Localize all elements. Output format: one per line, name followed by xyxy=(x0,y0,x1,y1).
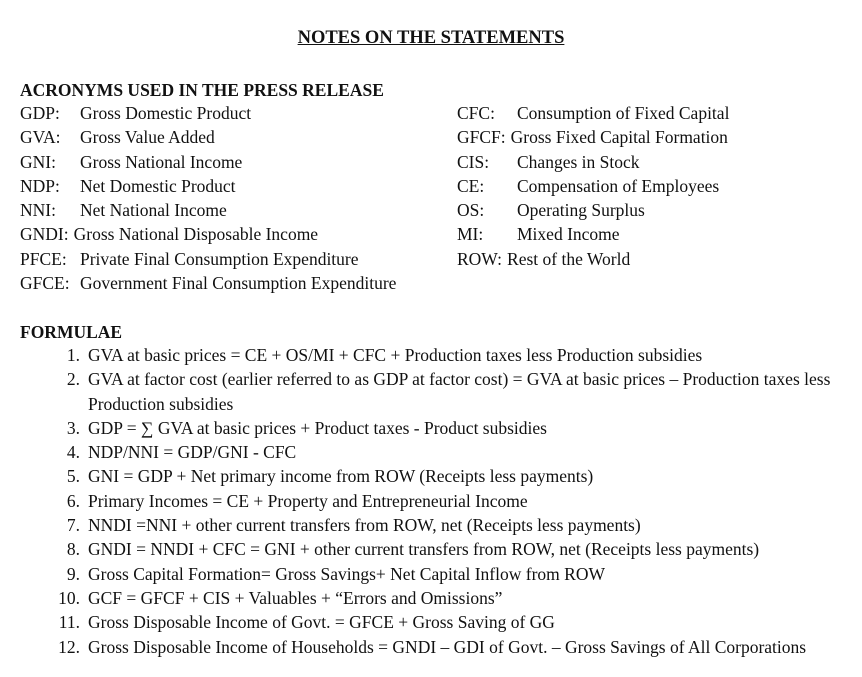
acronym-row xyxy=(457,222,857,246)
acronym-abbr: NNI: xyxy=(20,200,56,221)
formula-item xyxy=(20,537,855,561)
formulae-list xyxy=(20,343,855,659)
acronym-row xyxy=(20,174,450,198)
formula-number: 5. xyxy=(66,466,80,487)
formula-text: GCF = GFCF + CIS + Valuables + “Errors and Omissions” xyxy=(88,587,503,608)
acronym-row xyxy=(20,271,450,295)
formula-number: 9. xyxy=(66,563,80,584)
acronym-abbr: CE: xyxy=(457,175,485,196)
acronym-row xyxy=(20,101,450,125)
formula-number: 3. xyxy=(66,417,80,438)
acronym-definition: Net Domestic Product xyxy=(80,175,236,196)
acronym-row xyxy=(457,198,857,222)
acronym-row xyxy=(20,150,450,174)
formula-text: NDP/NNI = GDP/GNI - CFC xyxy=(88,442,297,463)
formula-number: 1. xyxy=(66,345,80,365)
acronym-row xyxy=(457,150,857,174)
acronym-abbr: MI: xyxy=(457,224,484,245)
acronym-definition: Operating Surplus xyxy=(517,200,645,221)
formula-item xyxy=(20,416,855,440)
acronym-definition: Private Final Consumption Expenditure xyxy=(80,248,359,269)
acronym-abbr: GFCE: xyxy=(20,273,70,294)
acronym-row xyxy=(457,247,857,271)
page-title: NOTES ON THE STATEMENTS xyxy=(297,28,565,48)
formula-number: 6. xyxy=(66,490,80,511)
acronym-abbr: GNI: xyxy=(20,151,56,172)
formula-item xyxy=(20,562,855,586)
formula-number: 7. xyxy=(66,515,80,536)
acronym-definition: Gross Domestic Product xyxy=(80,103,252,123)
formulae-heading: FORMULAE xyxy=(20,322,123,342)
formula-item xyxy=(20,464,855,488)
formula-item xyxy=(20,440,855,464)
formula-number: 4. xyxy=(66,442,80,463)
acronym-definition: Gross National Disposable Income xyxy=(73,224,319,245)
acronym-row xyxy=(20,125,450,149)
formula-text: Gross Capital Formation= Gross Savings+ Net Capital Inflow from ROW xyxy=(88,563,605,584)
acronym-definition: Gross Fixed Capital Formation xyxy=(510,127,728,148)
formula-item xyxy=(20,586,855,610)
acronym-abbr: CIS: xyxy=(457,151,490,172)
formula-number: 8. xyxy=(66,539,80,560)
acronym-abbr: CFC: xyxy=(457,103,495,123)
formula-text: GDP = ∑ GVA at basic prices + Product taxes - Product subsidies xyxy=(88,417,547,438)
acronym-abbr: GVA: xyxy=(20,127,61,148)
formula-text: Primary Incomes = CE + Property and Entrepreneurial Income xyxy=(88,490,528,511)
formula-number: 12. xyxy=(58,636,80,657)
acronym-row xyxy=(20,222,450,246)
formula-number: 11. xyxy=(58,612,80,633)
acronym-definition: Consumption of Fixed Capital xyxy=(517,103,730,123)
acronyms-left-column xyxy=(20,101,450,295)
acronym-abbr: PFCE: xyxy=(20,248,67,269)
acronym-definition: Gross National Income xyxy=(80,151,243,172)
formula-text: GNI = GDP + Net primary income from ROW (Receipts less payments) xyxy=(88,466,594,487)
acronym-row xyxy=(457,101,857,125)
formula-item xyxy=(20,635,855,659)
acronym-row xyxy=(20,198,450,222)
acronym-row xyxy=(457,125,857,149)
formula-number: 2. xyxy=(66,369,80,390)
acronym-abbr: GDP: xyxy=(20,103,60,123)
formula-item xyxy=(20,489,855,513)
formula-item xyxy=(20,610,855,634)
acronym-row xyxy=(20,247,450,271)
acronym-abbr: OS: xyxy=(457,200,485,221)
acronym-row xyxy=(457,174,857,198)
formula-item xyxy=(20,343,855,367)
acronym-definition: Compensation of Employees xyxy=(517,175,720,196)
acronym-abbr: NDP: xyxy=(20,175,60,196)
acronym-abbr: GFCF: xyxy=(457,127,506,148)
acronym-definition: Mixed Income xyxy=(517,224,620,245)
formula-item xyxy=(20,513,855,537)
acronym-definition: Changes in Stock xyxy=(517,151,640,172)
acronym-definition: Gross Value Added xyxy=(80,127,215,148)
acronym-abbr: GNDI: xyxy=(20,224,69,245)
formula-text: NNDI =NNI + other current transfers from ROW, net (Receipts less payments) xyxy=(88,515,641,536)
formula-text: GVA at basic prices = CE + OS/MI + CFC + Production taxes less Production subsidies xyxy=(88,345,703,365)
formula-text: Gross Disposable Income of Households = GNDI – GDI of Govt. – Gross Savings of All Corporations xyxy=(88,636,807,657)
formula-text: GNDI = NNDI + CFC = GNI + other current transfers from ROW, net (Receipts less payments) xyxy=(88,539,760,560)
formula-number: 10. xyxy=(58,587,80,608)
acronym-abbr: ROW: xyxy=(457,248,503,269)
acronym-definition: Rest of the World xyxy=(507,248,631,269)
acronym-definition: Net National Income xyxy=(80,200,227,221)
formula-text: Gross Disposable Income of Govt. = GFCE + Gross Saving of GG xyxy=(88,612,555,633)
acronyms-right-column xyxy=(457,101,857,271)
acronyms-heading: ACRONYMS USED IN THE PRESS RELEASE xyxy=(20,80,384,100)
formula-item xyxy=(20,367,855,416)
acronym-definition: Government Final Consumption Expenditure xyxy=(80,273,397,294)
formula-text: GVA at factor cost (earlier referred to as GDP at factor cost) = GVA at basic prices – Production taxes less Production subsidies xyxy=(88,369,831,414)
